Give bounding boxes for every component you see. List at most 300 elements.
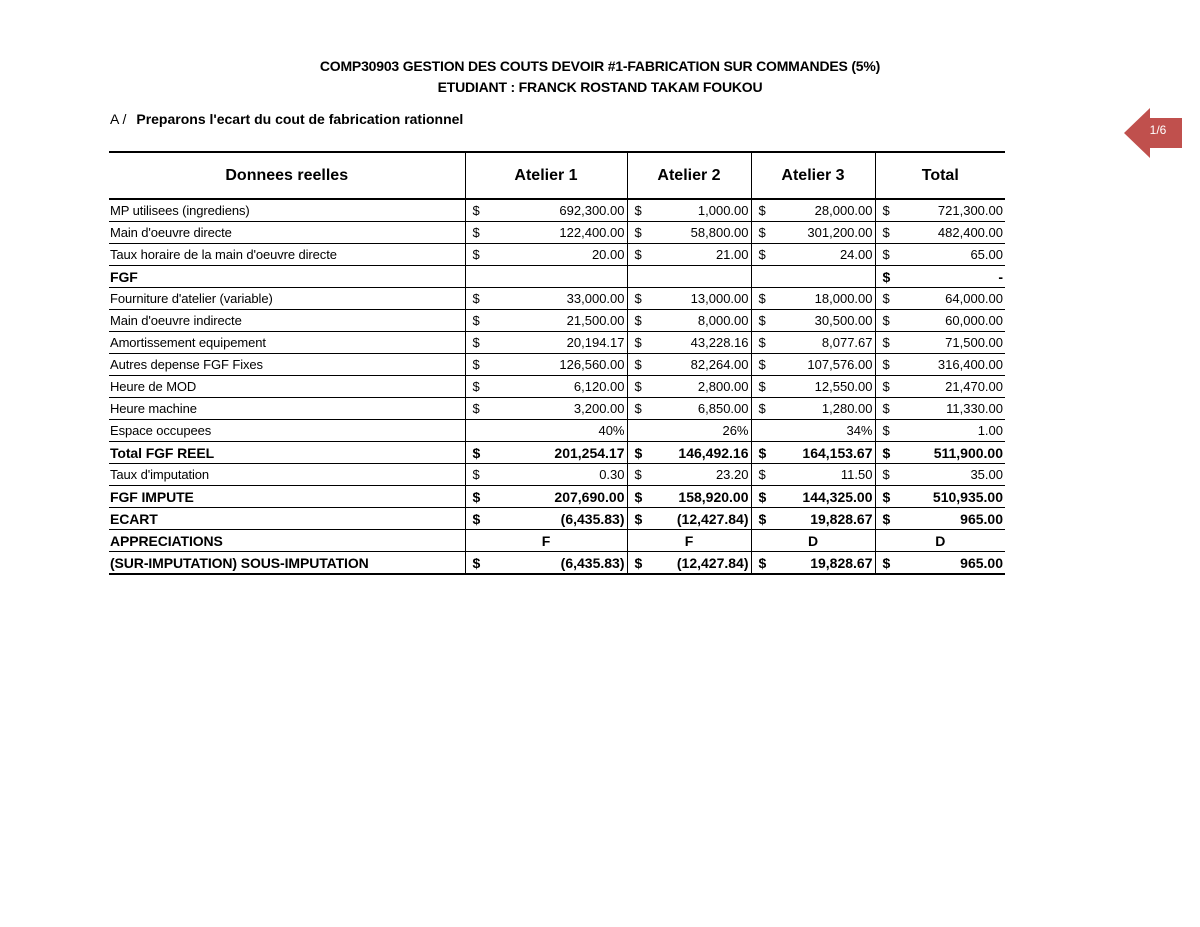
header-cell: Total bbox=[875, 152, 1005, 199]
value-cell bbox=[875, 222, 1005, 244]
value-cell bbox=[627, 332, 751, 354]
value-cell bbox=[751, 332, 875, 354]
amount: 8,000.00 bbox=[697, 313, 749, 328]
value-cell bbox=[751, 508, 875, 530]
table-row bbox=[109, 222, 1005, 244]
currency-symbol: $ bbox=[472, 291, 480, 306]
cell-content bbox=[467, 291, 626, 306]
amount: 6,850.00 bbox=[697, 401, 749, 416]
amount: 18,000.00 bbox=[814, 291, 873, 306]
cell-content bbox=[753, 313, 874, 328]
cell-content bbox=[629, 313, 750, 328]
cell-content bbox=[877, 423, 1005, 438]
value-cell bbox=[627, 530, 751, 552]
cell-content bbox=[467, 423, 626, 438]
currency-symbol: $ bbox=[882, 444, 891, 461]
amount: 21,500.00 bbox=[566, 313, 625, 328]
currency-symbol: $ bbox=[758, 247, 766, 262]
cost-table bbox=[109, 151, 1005, 575]
currency-symbol: $ bbox=[758, 225, 766, 240]
table-row bbox=[109, 199, 1005, 222]
amount: 721,300.00 bbox=[937, 203, 1003, 218]
amount: 64,000.00 bbox=[945, 291, 1003, 306]
amount: 6,120.00 bbox=[573, 379, 625, 394]
cell-content bbox=[877, 489, 1005, 505]
page-navigation-arrow[interactable] bbox=[1124, 108, 1182, 158]
currency-symbol: $ bbox=[634, 313, 642, 328]
value-cell bbox=[627, 398, 751, 420]
cell-content bbox=[753, 225, 874, 240]
amount: 158,920.00 bbox=[678, 488, 749, 505]
currency-symbol: $ bbox=[882, 401, 890, 416]
cell-content bbox=[877, 511, 1005, 527]
amount: 511,900.00 bbox=[933, 444, 1003, 461]
amount: 34% bbox=[846, 423, 873, 438]
currency-symbol: $ bbox=[634, 467, 642, 482]
value-cell bbox=[465, 398, 627, 420]
cell-content bbox=[629, 401, 750, 416]
value-cell bbox=[465, 354, 627, 376]
currency-symbol: $ bbox=[472, 357, 480, 372]
amount: 23.20 bbox=[715, 467, 749, 482]
table-row bbox=[109, 530, 1005, 552]
currency-symbol: $ bbox=[634, 225, 642, 240]
currency-symbol: $ bbox=[634, 247, 642, 262]
row-label: APPRECIATIONS bbox=[109, 530, 465, 552]
cell-content bbox=[629, 247, 750, 262]
value-cell bbox=[875, 332, 1005, 354]
page-indicator: 1/6 bbox=[1149, 123, 1167, 137]
amount: 82,264.00 bbox=[690, 357, 749, 372]
cell-content bbox=[629, 555, 750, 571]
amount: 65.00 bbox=[970, 247, 1003, 262]
currency-symbol: $ bbox=[472, 401, 480, 416]
cell-content bbox=[629, 489, 750, 505]
value-cell bbox=[627, 244, 751, 266]
cell-content bbox=[629, 357, 750, 372]
currency-symbol: $ bbox=[634, 554, 643, 571]
value-cell bbox=[627, 310, 751, 332]
currency-symbol: $ bbox=[882, 467, 890, 482]
row-label: MP utilisees (ingrediens) bbox=[109, 199, 465, 222]
student-name: ETUDIANT : FRANCK ROSTAND TAKAM FOUKOU bbox=[437, 79, 763, 95]
value-cell bbox=[465, 310, 627, 332]
currency-symbol: $ bbox=[758, 467, 766, 482]
row-label: Autres depense FGF Fixes bbox=[109, 354, 465, 376]
value-cell bbox=[751, 222, 875, 244]
cell-content bbox=[877, 467, 1005, 482]
currency-symbol: $ bbox=[882, 488, 891, 505]
cell-content bbox=[753, 247, 874, 262]
cell-content bbox=[467, 335, 626, 350]
value-cell bbox=[875, 530, 1005, 552]
currency-symbol: $ bbox=[882, 203, 890, 218]
currency-symbol: $ bbox=[882, 313, 890, 328]
value-cell bbox=[751, 552, 875, 575]
cell-content bbox=[877, 203, 1005, 218]
row-label: Total FGF REEL bbox=[109, 442, 465, 464]
value-cell bbox=[875, 398, 1005, 420]
value-cell bbox=[627, 486, 751, 508]
cell-content bbox=[467, 225, 626, 240]
value-cell bbox=[875, 442, 1005, 464]
table-row bbox=[109, 244, 1005, 266]
currency-symbol: $ bbox=[758, 203, 766, 218]
cell-content bbox=[467, 247, 626, 262]
cell-content bbox=[877, 401, 1005, 416]
amount: 1,000.00 bbox=[697, 203, 749, 218]
cell-content bbox=[877, 555, 1005, 571]
cell-content bbox=[753, 511, 874, 527]
amount: 3,200.00 bbox=[573, 401, 625, 416]
amount: F bbox=[541, 532, 551, 549]
amount: 8,077.67 bbox=[821, 335, 873, 350]
amount: D bbox=[807, 532, 819, 549]
header-cell: Atelier 3 bbox=[751, 152, 875, 199]
currency-symbol: $ bbox=[634, 357, 642, 372]
amount: (12,427.84) bbox=[676, 510, 749, 527]
value-cell bbox=[627, 199, 751, 222]
header-cell: Atelier 1 bbox=[465, 152, 627, 199]
cell-content bbox=[753, 445, 874, 461]
value-cell bbox=[465, 288, 627, 310]
value-cell bbox=[465, 332, 627, 354]
amount: 301,200.00 bbox=[807, 225, 873, 240]
row-label: ECART bbox=[109, 508, 465, 530]
currency-symbol: $ bbox=[882, 510, 891, 527]
amount: 21.00 bbox=[715, 247, 749, 262]
cell-content bbox=[467, 357, 626, 372]
value-cell bbox=[751, 420, 875, 442]
table-row bbox=[109, 420, 1005, 442]
currency-symbol: $ bbox=[472, 313, 480, 328]
cell-content bbox=[753, 291, 874, 306]
value-cell bbox=[875, 266, 1005, 288]
cell-content bbox=[467, 379, 626, 394]
value-cell bbox=[465, 420, 627, 442]
amount: 201,254.17 bbox=[554, 444, 625, 461]
cell-content bbox=[753, 335, 874, 350]
value-cell bbox=[465, 266, 627, 288]
currency-symbol: $ bbox=[882, 554, 891, 571]
value-cell bbox=[751, 376, 875, 398]
value-cell bbox=[751, 266, 875, 288]
currency-symbol: $ bbox=[882, 379, 890, 394]
currency-symbol: $ bbox=[758, 291, 766, 306]
value-cell bbox=[875, 310, 1005, 332]
amount: 60,000.00 bbox=[945, 313, 1003, 328]
row-label: Taux horaire de la main d'oeuvre directe bbox=[109, 244, 465, 266]
value-cell bbox=[751, 199, 875, 222]
amount: 122,400.00 bbox=[559, 225, 625, 240]
amount: 58,800.00 bbox=[690, 225, 749, 240]
cell-content bbox=[467, 313, 626, 328]
cell-content bbox=[753, 467, 874, 482]
value-cell bbox=[751, 244, 875, 266]
cell-content bbox=[877, 247, 1005, 262]
amount: 20,194.17 bbox=[566, 335, 625, 350]
amount: F bbox=[684, 532, 694, 549]
currency-symbol: $ bbox=[882, 268, 891, 285]
cell-content bbox=[877, 379, 1005, 394]
value-cell bbox=[465, 486, 627, 508]
amount: 965.00 bbox=[960, 554, 1003, 571]
amount: 107,576.00 bbox=[807, 357, 873, 372]
cell-content bbox=[877, 291, 1005, 306]
table-row bbox=[109, 376, 1005, 398]
cell-content bbox=[629, 379, 750, 394]
cell-content bbox=[467, 467, 626, 482]
cell-content bbox=[753, 555, 874, 571]
amount: 26% bbox=[722, 423, 749, 438]
value-cell bbox=[465, 508, 627, 530]
table-header-row bbox=[109, 152, 1005, 199]
amount: 30,500.00 bbox=[814, 313, 873, 328]
currency-symbol: $ bbox=[758, 401, 766, 416]
currency-symbol: $ bbox=[634, 291, 642, 306]
amount: 965.00 bbox=[960, 510, 1003, 527]
table-row bbox=[109, 398, 1005, 420]
value-cell bbox=[627, 420, 751, 442]
value-cell bbox=[627, 354, 751, 376]
amount: 35.00 bbox=[970, 467, 1003, 482]
value-cell bbox=[627, 508, 751, 530]
value-cell bbox=[465, 552, 627, 575]
currency-symbol: $ bbox=[758, 335, 766, 350]
cell-content bbox=[753, 423, 874, 438]
currency-symbol: $ bbox=[882, 423, 890, 438]
cell-content bbox=[753, 489, 874, 505]
row-label: FGF bbox=[109, 266, 465, 288]
currency-symbol: $ bbox=[634, 335, 642, 350]
value-cell bbox=[751, 354, 875, 376]
currency-symbol: $ bbox=[758, 554, 767, 571]
value-cell bbox=[751, 398, 875, 420]
amount: 28,000.00 bbox=[814, 203, 873, 218]
amount: 144,325.00 bbox=[802, 488, 873, 505]
amount: 1,280.00 bbox=[821, 401, 873, 416]
amount: 316,400.00 bbox=[937, 357, 1003, 372]
table-row bbox=[109, 354, 1005, 376]
cell-content bbox=[753, 401, 874, 416]
row-label: Main d'oeuvre indirecte bbox=[109, 310, 465, 332]
value-cell bbox=[465, 442, 627, 464]
value-cell bbox=[627, 552, 751, 575]
amount: 482,400.00 bbox=[937, 225, 1003, 240]
table-row bbox=[109, 486, 1005, 508]
value-cell bbox=[875, 199, 1005, 222]
cell-content bbox=[753, 203, 874, 218]
value-cell bbox=[627, 266, 751, 288]
row-label: Espace occupees bbox=[109, 420, 465, 442]
value-cell bbox=[751, 530, 875, 552]
currency-symbol: $ bbox=[758, 313, 766, 328]
amount: 71,500.00 bbox=[945, 335, 1003, 350]
cell-content bbox=[877, 269, 1005, 285]
currency-symbol: $ bbox=[472, 247, 480, 262]
value-cell bbox=[875, 354, 1005, 376]
row-label: Heure machine bbox=[109, 398, 465, 420]
row-label: Fourniture d'atelier (variable) bbox=[109, 288, 465, 310]
value-cell bbox=[627, 222, 751, 244]
cell-content bbox=[629, 511, 750, 527]
amount: 43,228.16 bbox=[690, 335, 749, 350]
value-cell bbox=[875, 552, 1005, 575]
currency-symbol: $ bbox=[472, 203, 480, 218]
table-row bbox=[109, 266, 1005, 288]
value-cell bbox=[627, 464, 751, 486]
value-cell bbox=[751, 464, 875, 486]
cell-content bbox=[629, 423, 750, 438]
value-cell bbox=[751, 310, 875, 332]
value-cell bbox=[875, 244, 1005, 266]
currency-symbol: $ bbox=[472, 554, 481, 571]
amount: (6,435.83) bbox=[560, 554, 625, 571]
cell-content bbox=[467, 401, 626, 416]
table-row bbox=[109, 464, 1005, 486]
value-cell bbox=[627, 376, 751, 398]
cell-content bbox=[877, 313, 1005, 328]
amount: 11.50 bbox=[840, 467, 873, 482]
currency-symbol: $ bbox=[472, 225, 480, 240]
cell-content bbox=[467, 489, 626, 505]
table-row bbox=[109, 508, 1005, 530]
section-prefix: A / bbox=[110, 111, 127, 127]
amount: 24.00 bbox=[839, 247, 873, 262]
currency-symbol: $ bbox=[882, 357, 890, 372]
value-cell bbox=[627, 442, 751, 464]
cell-content bbox=[877, 357, 1005, 372]
row-label: Taux d'imputation bbox=[109, 464, 465, 486]
cell-content bbox=[467, 555, 626, 571]
amount: 0.30 bbox=[599, 467, 625, 482]
table-row bbox=[109, 442, 1005, 464]
cell-content bbox=[877, 533, 1005, 549]
currency-symbol: $ bbox=[758, 444, 767, 461]
cell-content bbox=[877, 335, 1005, 350]
cell-content bbox=[467, 511, 626, 527]
row-label: Main d'oeuvre directe bbox=[109, 222, 465, 244]
cell-content bbox=[629, 335, 750, 350]
currency-symbol: $ bbox=[758, 379, 766, 394]
currency-symbol: $ bbox=[472, 488, 481, 505]
value-cell bbox=[751, 442, 875, 464]
currency-symbol: $ bbox=[472, 444, 481, 461]
currency-symbol: $ bbox=[882, 247, 890, 262]
amount: (12,427.84) bbox=[676, 554, 749, 571]
cell-content bbox=[629, 445, 750, 461]
cell-content bbox=[753, 533, 874, 549]
currency-symbol: $ bbox=[634, 444, 643, 461]
currency-symbol: $ bbox=[882, 335, 890, 350]
currency-symbol: $ bbox=[882, 291, 890, 306]
header-cell: Donnees reelles bbox=[109, 152, 465, 199]
amount: D bbox=[935, 532, 946, 549]
row-label: Amortissement equipement bbox=[109, 332, 465, 354]
amount: 2,800.00 bbox=[697, 379, 749, 394]
currency-symbol: $ bbox=[472, 510, 481, 527]
value-cell bbox=[465, 464, 627, 486]
section-heading bbox=[110, 111, 463, 127]
currency-symbol: $ bbox=[472, 467, 480, 482]
table-body bbox=[109, 199, 1005, 574]
cell-content bbox=[753, 379, 874, 394]
amount: 21,470.00 bbox=[945, 379, 1003, 394]
value-cell bbox=[875, 376, 1005, 398]
value-cell bbox=[875, 486, 1005, 508]
currency-symbol: $ bbox=[472, 379, 480, 394]
cell-content bbox=[877, 445, 1005, 461]
value-cell bbox=[465, 530, 627, 552]
cell-content bbox=[629, 225, 750, 240]
section-title: Preparons l'ecart du cout de fabrication rationnel bbox=[136, 111, 464, 127]
currency-symbol: $ bbox=[634, 203, 642, 218]
amount: 146,492.16 bbox=[678, 444, 749, 461]
amount: 19,828.67 bbox=[810, 554, 873, 571]
value-cell bbox=[875, 288, 1005, 310]
cell-content bbox=[629, 291, 750, 306]
currency-symbol: $ bbox=[472, 335, 480, 350]
amount: (6,435.83) bbox=[560, 510, 625, 527]
currency-symbol: $ bbox=[634, 510, 643, 527]
document-title: COMP30903 GESTION DES COUTS DEVOIR #1-FABRICATION SUR COMMANDES (5%) bbox=[319, 58, 881, 74]
value-cell bbox=[875, 420, 1005, 442]
amount: - bbox=[998, 268, 1003, 285]
table-row bbox=[109, 552, 1005, 575]
currency-symbol: $ bbox=[882, 225, 890, 240]
currency-symbol: $ bbox=[634, 488, 643, 505]
amount: 20.00 bbox=[591, 247, 625, 262]
value-cell bbox=[751, 288, 875, 310]
cell-content bbox=[629, 203, 750, 218]
row-label: Heure de MOD bbox=[109, 376, 465, 398]
amount: 164,153.67 bbox=[802, 444, 873, 461]
currency-symbol: $ bbox=[758, 510, 767, 527]
value-cell bbox=[465, 244, 627, 266]
header-cell: Atelier 2 bbox=[627, 152, 751, 199]
value-cell bbox=[875, 508, 1005, 530]
amount: 40% bbox=[598, 423, 625, 438]
cell-content bbox=[467, 533, 626, 549]
table-row bbox=[109, 288, 1005, 310]
cell-content bbox=[467, 445, 626, 461]
cell-content bbox=[753, 357, 874, 372]
currency-symbol: $ bbox=[758, 357, 766, 372]
cell-content bbox=[877, 225, 1005, 240]
value-cell bbox=[875, 464, 1005, 486]
amount: 207,690.00 bbox=[554, 488, 625, 505]
cell-content bbox=[629, 467, 750, 482]
value-cell bbox=[465, 376, 627, 398]
table-row bbox=[109, 310, 1005, 332]
row-label: (SUR-IMPUTATION) SOUS-IMPUTATION bbox=[109, 552, 465, 575]
amount: 692,300.00 bbox=[559, 203, 625, 218]
amount: 12,550.00 bbox=[814, 379, 873, 394]
amount: 126,560.00 bbox=[559, 357, 625, 372]
currency-symbol: $ bbox=[634, 401, 642, 416]
cell-content bbox=[467, 203, 626, 218]
amount: 510,935.00 bbox=[932, 488, 1003, 505]
currency-symbol: $ bbox=[634, 379, 642, 394]
table-row bbox=[109, 332, 1005, 354]
value-cell bbox=[751, 486, 875, 508]
value-cell bbox=[465, 222, 627, 244]
row-label: FGF IMPUTE bbox=[109, 486, 465, 508]
amount: 19,828.67 bbox=[810, 510, 873, 527]
value-cell bbox=[465, 199, 627, 222]
amount: 1.00 bbox=[977, 423, 1003, 438]
amount: 33,000.00 bbox=[566, 291, 625, 306]
